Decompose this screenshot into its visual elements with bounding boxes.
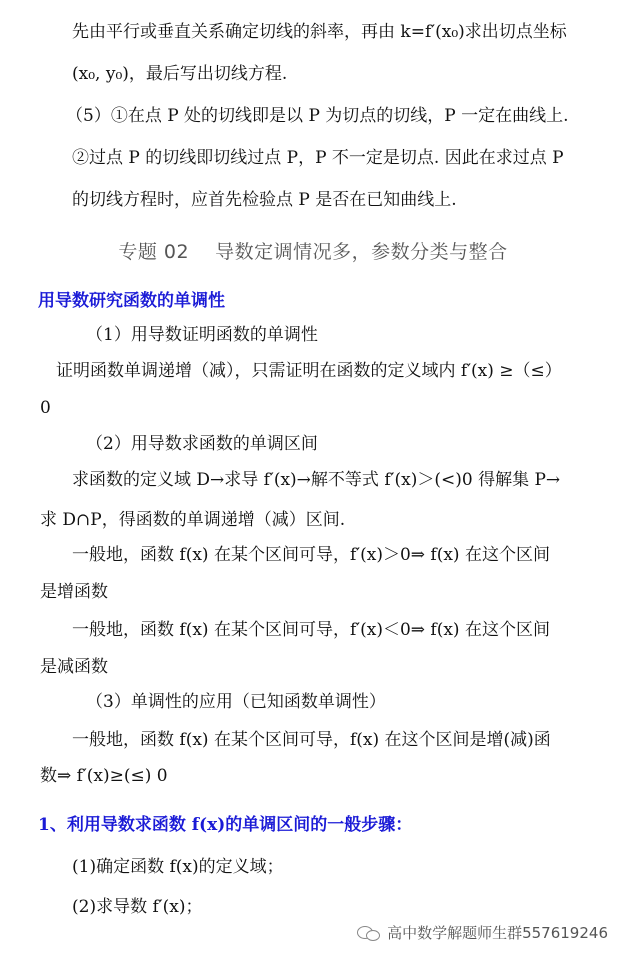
text-line: 数⇒ f′(x)≥(≤) 0 — [40, 766, 168, 786]
text-line: 一般地，函数 f(x) 在某个区间可导，f(x) 在这个区间是增(减)函 — [72, 730, 551, 750]
text-line: (1)确定函数 f(x)的定义域； — [72, 857, 284, 877]
text-line: (2)求导数 f′(x)； — [72, 897, 203, 917]
subheading: （3）单调性的应用（已知函数单调性） — [86, 692, 386, 712]
text-line: 求 D∩P，得函数的单调递增（减）区间. — [40, 510, 346, 530]
subheading: （2）用导数求函数的单调区间 — [86, 434, 318, 454]
text-line: 是增函数 — [40, 582, 108, 602]
text-line: (x₀, y₀)，最后写出切线方程. — [72, 64, 288, 84]
text-line: 的切线方程时，应首先检验点 P 是否在已知曲线上. — [72, 190, 457, 210]
text-line: （5）①在点 P 处的切线即是以 P 为切点的切线，P 一定在曲线上. — [66, 106, 569, 126]
subheading: （1）用导数证明函数的单调性 — [86, 325, 318, 345]
watermark-text: 高中数学解题师生群557619246 — [387, 924, 608, 942]
text-line: 是减函数 — [40, 657, 108, 677]
section-title: 用导数研究函数的单调性 — [38, 291, 225, 311]
text-line: 求函数的定义域 D→求导 f′(x)→解不等式 f′(x)＞(<)0 得解集 P→ — [72, 470, 561, 490]
text-line: 先由平行或垂直关系确定切线的斜率，再由 k=f′(x₀)求出切点坐标 — [72, 22, 567, 42]
text-line: 一般地，函数 f(x) 在某个区间可导，f′(x)＜0⇒ f(x) 在这个区间 — [72, 620, 550, 640]
topic-heading: 专题 02 导数定调情况多，参数分类与整合 — [118, 241, 508, 263]
section-title: 1、利用导数求函数 f(x)的单调区间的一般步骤： — [38, 815, 413, 835]
text-line: 证明函数单调递增（减），只需证明在函数的定义域内 f′(x) ≥（≤） — [56, 361, 562, 381]
text-line: 0 — [40, 398, 51, 418]
watermark — [357, 922, 608, 943]
text-line: 一般地，函数 f(x) 在某个区间可导，f′(x)＞0⇒ f(x) 在这个区间 — [72, 545, 550, 565]
text-line: ②过点 P 的切线即切线过点 P，P 不一定是切点. 因此在求过点 P — [72, 148, 564, 168]
wechat-icon — [357, 925, 381, 941]
